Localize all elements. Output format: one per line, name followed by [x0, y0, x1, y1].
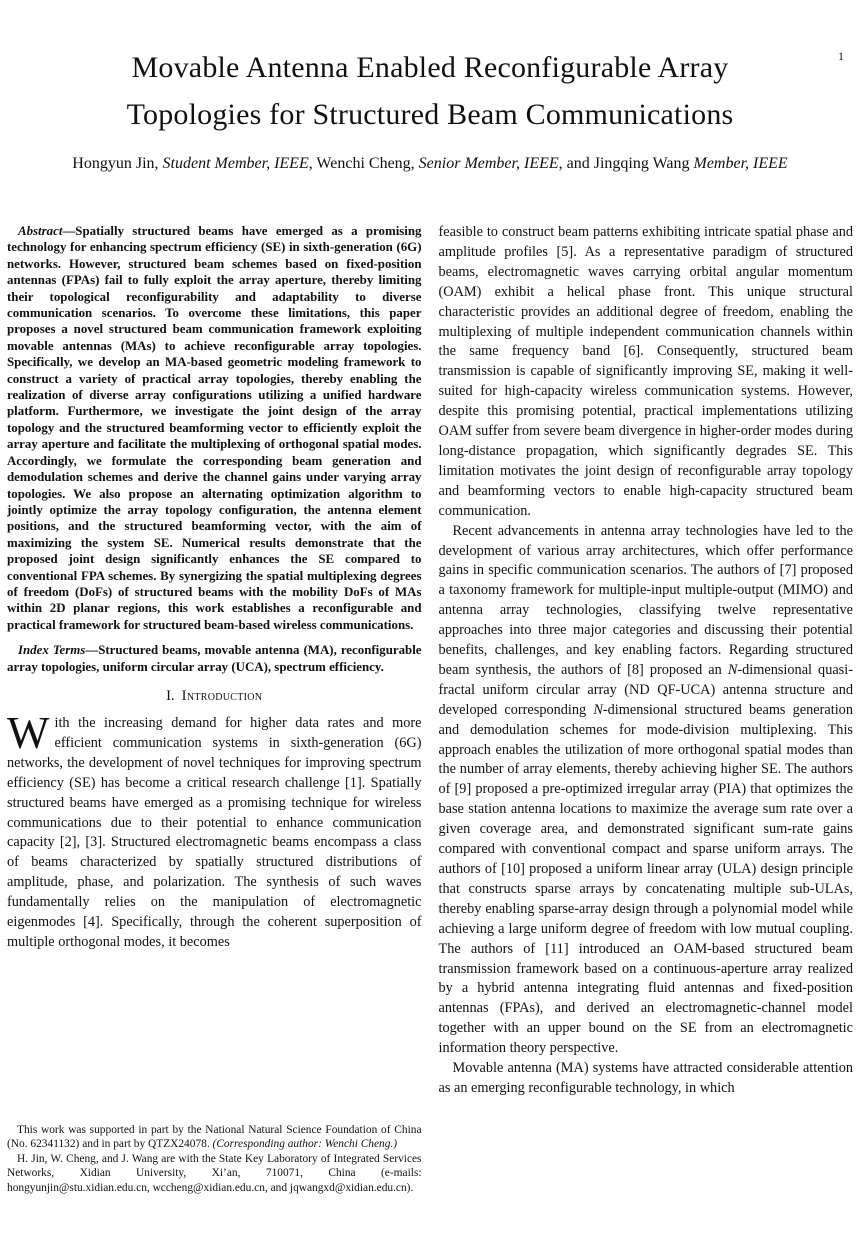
page-number: 1 [838, 49, 844, 63]
section-title: Introduction [181, 687, 263, 704]
body-paragraph-continuation: feasible to construct beam patterns exhibiting intricate spatial phase and amplitude profiles [5]. As a representative paradigm of structured beams, electromagnetic waves carrying orbital angular momentum (OAM) exhibit a helical phase front. This unique structural characteristic provides an additional degree of freedom, enabling the multiplexing of multiple independent communication channels within the same frequency band [6]. Consequently, structured beam transmission is capable of significantly improving SE, making it well-suited for high-capacity wireless communication systems. However, despite this promising potential, practical implementations utilizing OAM suffer from severe beam divergence in higher-order modes during long-distance propagation, which significantly degrades SE. This limitation motivates the joint design of reconfigurable array topology and beamforming vectors to enable high-capacity structured beam communication. [438, 224, 853, 519]
footnote-funding: This work was supported in part by the National Natural Science Foundation of China (No. 62341132) and in part by QTZX24078. (Corresponding author: Wenchi Cheng.) [7, 1123, 422, 1151]
left-column [7, 223, 422, 1197]
abstract-paragraph: Abstract—Spatially structured beams have emerged as a promising technology for enhancing spectrum efficiency (SE) in sixth-generation (6G) networks. However, structured beam schemes based on fixed-position antennas (FPAs) fail to fully exploit the array aperture, thereby limiting their topological reconfigurability and adaptability to diverse communication scenarios. To overcome these limitations, this paper proposes a novel structured beam communication framework exploiting movable antennas (MAs) to achieve reconfigurable array topologies. Specifically, we develop an MA-based geometric modeling framework to construct a variety of practical array topologies, thereby enabling the realization of diverse array configurations utilizing a unified hardware platform. Furthermore, we investigate the joint design of the array topology and the structured beamforming vector to efficiently exploit the array aperture and facilitate the multiplexing of orthogonal spatial modes. Accordingly, we formulate the corresponding beam generation and demodulation schemes and derive the channel gains under varying array topologies. We also propose an alternating optimization algorithm to jointly optimize the array topology configuration, the antenna element positions, and the structured beamforming vector, with the aim of maximizing the system SE. Numerical results demonstrate that the proposed joint design significantly enhances the SE compared to conventional FPA schemes. By synergizing the spatial multiplexing degrees of freedom (DoFs) of structured beams with the mobility DoFs of MAs within 2D planar regions, this work establishes a reconfigurable and practical framework for structured beam-based wireless communications. [7, 224, 422, 632]
authors-line: Hongyun Jin, Student Member, IEEE, Wenchi Cheng, Senior Member, IEEE, and Jingqing Wang Member, IEEE [72, 155, 788, 172]
two-column-body [7, 223, 853, 1197]
title-line-2: Topologies for Structured Beam Communications [126, 98, 734, 131]
paper-page [0, 44, 860, 1244]
section-heading-introduction [7, 688, 422, 705]
intro-paragraph [7, 707, 422, 953]
drop-cap: W [7, 707, 50, 758]
body-paragraph-related-work: Recent advancements in antenna array technologies have led to the development of various array architectures, which offer performance gains in specific communication scenarios. The authors of [7] proposed a taxonomy framework for multiple-input multiple-output (MIMO) and antenna array technologies, classifying twelve representative approaches into three major categories and discussing their potential benefits, challenges, and key enabling factors. Regarding structured beam synthesis, the authors of [8] proposed an N-dimensional quasi-fractal uniform circular array (ND QF-UCA) antenna structure and developed corresponding N-dimensional structured beams generation and demodulation schemes for mode-division multiplexing. This approach enables the utilization of more orthogonal spatial modes than the number of array elements, thereby achieving higher SE. The authors of [9] proposed a pre-optimized irregular array (PIA) that optimizes the base station antenna locations to maximize the average sum rate over a given coverage area, and demonstrated significant sum-rate gains compared with conventional compact and sparse uniform arrays. The authors of [10] proposed a uniform linear array (ULA) design principle that constructs sparse arrays by concatenating multiple sub-ULAs, thereby enabling sparse-array design through a polynomial model while achieving a large uniform degree of freedom with low mutual coupling. The authors of [11] introduced an OAM-based structured beam transmission framework based on a continuous-aperture array realized by a hybrid antenna integrating fluid antennas and fixed-position antennas (FPAs), and derived an electromagnetic-channel model together with an upper bound on the SE from an electromagnetic information theory perspective. [438, 522, 853, 1057]
section-number: I. [166, 687, 175, 704]
index-terms-paragraph: Index Terms—Structured beams, movable antenna (MA), reconfigurable array topologies, uniform circular array (UCA), spectrum efficiency. [7, 643, 422, 674]
title-line-1: Movable Antenna Enabled Reconfigurable Array [131, 51, 729, 84]
body-paragraph-movable-antenna: Movable antenna (MA) systems have attracted considerable attention as an emerging reconfigurable technology, in which [438, 1060, 853, 1096]
paper-title [7, 44, 853, 138]
intro-text: ith the increasing demand for higher data rates and more efficient communication systems in sixth-generation (6G) networks, the development of novel techniques for improving spectrum efficiency (SE) has become a critical research challenge [1]. Spatially structured beams have emerged as a promising technique for wireless communications due to their potential to enhance communication capacity [2], [3]. Structured electromagnetic beams encompass a class of beams characterized by spatially structured distributions of amplitude, phase, and polarization. The synthesis of such waves fundamentally relies on the manipulation of electromagnetic eigenmodes [4]. Specifically, through the coherent superposition of multiple orthogonal modes, it becomes [7, 714, 422, 950]
footnote-block [7, 1123, 422, 1197]
footnote-affiliation: H. Jin, W. Cheng, and J. Wang are with the State Key Laboratory of Integrated Services Networks, Xidian University, Xi’an, 710071, China (e-mails: hongyunjin@stu.xidian.edu.cn, wccheng@xidian.edu.cn, and jqwangxd@xidian.edu.cn). [7, 1152, 422, 1194]
right-column [439, 223, 854, 1197]
